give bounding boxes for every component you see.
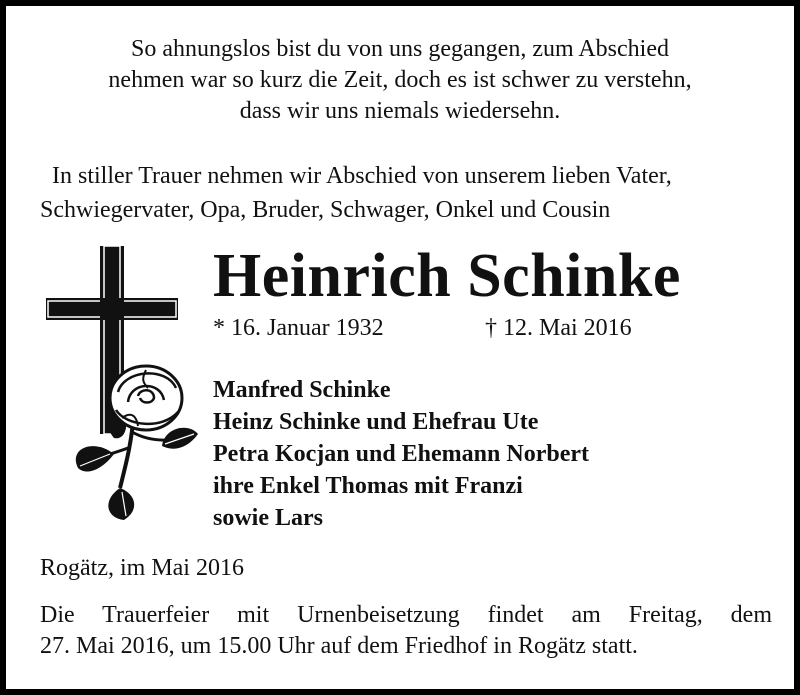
memorial-poem: [26, 34, 774, 127]
mourner-name: Manfred Schinke: [213, 377, 391, 403]
funeral-line: 27. Mai 2016, um 15.00 Uhr auf dem Friedhof in Rogätz statt.: [40, 633, 638, 659]
intro-line: Schwiegervater, Opa, Bruder, Schwager, Onkel und Cousin: [40, 197, 611, 223]
mourner-name: ihre Enkel Thomas mit Franzi: [213, 473, 523, 499]
poem-line: dass wir uns niemals wiedersehn.: [239, 98, 561, 124]
place-and-date: Rogätz, im Mai 2016: [40, 555, 244, 581]
cross-with-rose-icon: [42, 242, 202, 522]
death-date: † 12. Mai 2016: [485, 315, 632, 341]
deceased-name: Heinrich Schinke: [213, 242, 681, 310]
funeral-line: Die Trauerfeier mit Urnenbeisetzung findet am Freitag, dem: [40, 602, 772, 628]
poem-line: So ahnungslos bist du von uns gegangen, zum Abschied: [131, 36, 669, 62]
mourner-name: sowie Lars: [213, 505, 323, 531]
intro-line: In stiller Trauer nehmen wir Abschied von unserem lieben Vater,: [52, 163, 672, 189]
mourner-name: Petra Kocjan und Ehemann Norbert: [213, 441, 589, 467]
mourning-intro: [40, 159, 672, 227]
funeral-announcement: [40, 600, 772, 662]
mourner-name: Heinz Schinke und Ehefrau Ute: [213, 409, 539, 435]
mourners-list: [213, 374, 589, 534]
birth-date: * 16. Januar 1932: [213, 315, 384, 341]
poem-line: nehmen war so kurz die Zeit, doch es ist schwer zu verstehn,: [108, 67, 692, 93]
